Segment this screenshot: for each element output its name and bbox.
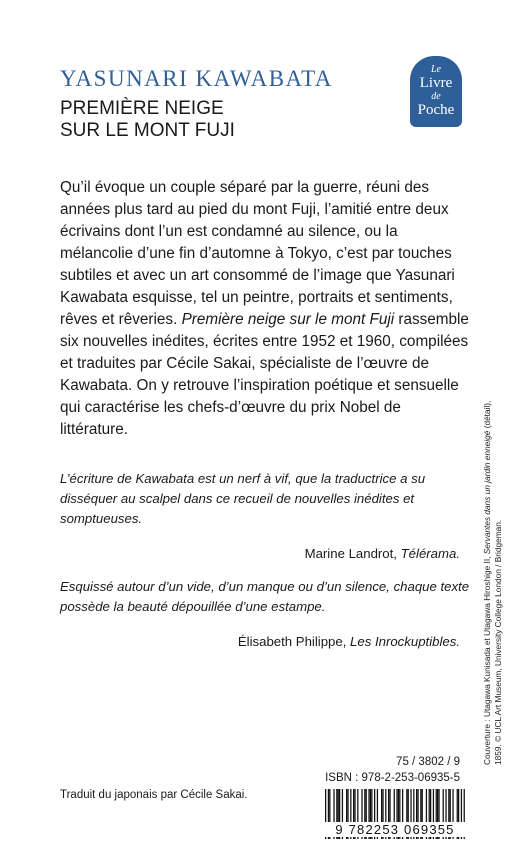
logo-text-poche: Poche xyxy=(417,102,455,118)
press-credit-1-source: Télérama. xyxy=(400,546,460,561)
press-credit-2-source: Les Inrockuptibles. xyxy=(350,634,460,649)
book-title xyxy=(60,98,235,142)
barcode-digits: 9 782253 069355 xyxy=(322,822,468,837)
cover-credit-part-2: (détail), 1859. © UCL Art Museum, University College London / Bridgeman. xyxy=(482,400,503,765)
catalog-number: 75 / 3802 / 9 xyxy=(396,756,460,768)
book-title-line-1: PREMIÈRE NEIGE xyxy=(60,98,224,119)
book-title-line-2: SUR LE MONT FUJI xyxy=(60,120,235,141)
summary-paragraph xyxy=(60,177,470,441)
translator-credit: Traduit du japonais par Cécile Sakai. xyxy=(60,789,248,801)
le-livre-de-poche-logo xyxy=(410,56,462,127)
press-credit-2-author: Élisabeth Philippe, xyxy=(237,634,351,649)
press-credit-1 xyxy=(305,546,460,561)
summary-part-2: rassemble six nouvelles inédites, écrites entre 1952 et 1960, compilées et traduites par Cécile Sakai, spécialiste de l’œuvre de Kawabata. On y retrouve l’inspiration poétique et sensuelle qui caractérise les chefs-d’œuvre du prix Nobel de littérature. xyxy=(60,311,469,438)
summary-blurb xyxy=(60,177,470,441)
press-credit-1-author: Marine Landrot, xyxy=(304,546,401,561)
summary-part-1: Qu’il évoque un couple séparé par la guerre, réuni des années plus tard au pied du mont Fuji, l’amitié entre deux écrivains dont l’un est condamné au silence, ou la mélancolie d’une fin d’automne à Tokyo, c’est par touches subtiles et avec un art consommé de l’image que Yasunari Kawabata esquisse, tel un peintre, portraits et sentiments, rêves et rêveries. xyxy=(60,179,455,328)
logo-text-le: Le xyxy=(431,64,441,75)
cover-image-credit xyxy=(482,385,504,765)
author-name: YASUNARI KAWABATA xyxy=(60,66,333,91)
isbn-number: ISBN : 978-2-253-06935-5 xyxy=(325,772,460,784)
logo-text-livre: Livre xyxy=(419,75,453,91)
cover-credit-artwork-title: Servantes dans un jardin enneigé xyxy=(482,430,492,555)
summary-book-title: Première neige sur le mont Fuji xyxy=(181,311,395,328)
cover-credit-part-1: Couverture : Utagawa Kunisada et Utagawa Hiroshige II, xyxy=(482,554,492,765)
press-credit-2 xyxy=(238,634,460,649)
press-quote-1: L’écriture de Kawabata est un nerf à vif, que la traductrice a su disséquer au scalpel dans ce recueil de nouvelles inédites et somptueuses. xyxy=(60,471,426,526)
press-quote-2: Esquissé autour d’un vide, d’un manque ou d’un silence, chaque texte possède la beauté dépouillée d’une estampe. xyxy=(60,579,470,614)
logo-text-de: de xyxy=(431,91,441,102)
